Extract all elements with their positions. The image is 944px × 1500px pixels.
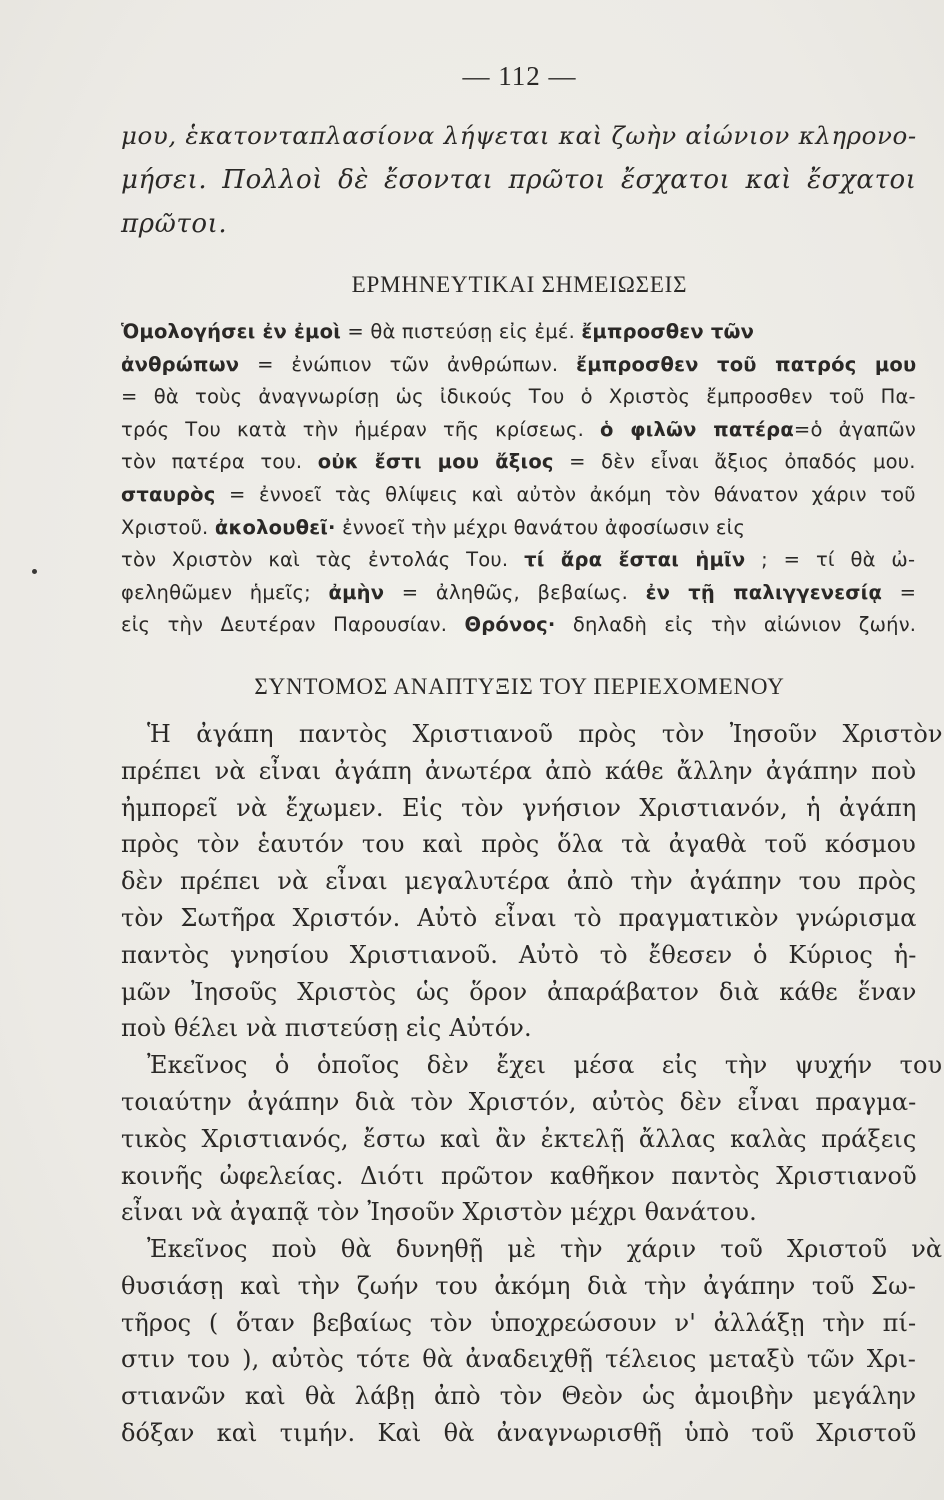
summary-line: ποὺ θέλει νὰ πιστεύσῃ εἰς Αὐτόν. [121, 1014, 532, 1043]
note-text: εἰς τὴν Δευτέραν Παρουσίαν. [121, 613, 465, 637]
note-term: ἀνθρώπων [121, 352, 240, 376]
summary-line: Ἐκεῖνος ποὺ θὰ δυνηθῇ μὲ τὴν χάριν τοῦ Χριστοῦ νὰ [147, 1235, 943, 1264]
summary-line: παντὸς γνησίου Χριστιανοῦ. Αὐτὸ τὸ ἔθεσεν ὁ Κύριος ἡ- [121, 940, 917, 969]
summary-line: τῆρος ( ὅταν βεβαίως τὸν ὑποχρεώσουν ν' ἀλλάξῃ τὴν πί- [121, 1308, 917, 1337]
note-text: = [882, 580, 917, 604]
note-term: ἔμπροσθεν τῶν [581, 320, 755, 343]
note-line [121, 577, 918, 610]
note-text: =ὁ ἀγαπῶν [793, 417, 916, 441]
note-line [121, 512, 918, 545]
summary-line: δὲν πρέπει νὰ εἶναι μεγαλυτέρα ἀπὸ τὴν ἀγάπην του πρὸς [121, 867, 917, 896]
note-line [121, 479, 918, 512]
summary-line: εἶναι νὰ ἀγαπᾷ τὸν Ἰησοῦν Χριστὸν μέχρι θανάτου. [121, 1198, 757, 1227]
note-line [121, 446, 918, 479]
note-term: οὐκ ἔστι μου ἄξιος [317, 450, 554, 474]
note-term: σταυρὸς [121, 482, 216, 506]
note-term: τί ἄρα ἔσται ἡμῖν [524, 548, 746, 572]
summary-line: τὸν Σωτῆρα Χριστόν. Αὐτὸ εἶναι τὸ πραγματικὸν γνώρισμα [121, 903, 917, 932]
summary-line: πρέπει νὰ εἶναι ἀγάπη ἀνωτέρα ἀπὸ κάθε ἄλλην ἀγάπην ποὺ [121, 756, 917, 785]
note-line [121, 544, 918, 577]
content-summary [121, 716, 943, 1452]
note-text: τὸν Χριστὸν καὶ τὰς ἐντολάς Του. [121, 548, 525, 572]
print-speck [32, 569, 37, 574]
note-term: ἔμπροσθεν τοῦ πατρός μου [576, 352, 917, 376]
note-text: = ἐνώπιον τῶν ἀνθρώπων. [239, 352, 577, 376]
explanatory-notes [121, 316, 918, 642]
note-line [121, 381, 918, 414]
note-text: = ἀληθῶς, βεβαίως. [384, 580, 646, 604]
summary-line: Ἡ ἀγάπη παντὸς Χριστιανοῦ πρὸς τὸν Ἰησοῦν Χριστὸν [147, 719, 943, 748]
note-text: ἐννοεῖ τὴν μέχρι θανάτου ἀφοσίωσιν εἰς [335, 515, 746, 539]
note-term: ὁ φιλῶν πατέρα [600, 417, 794, 441]
note-line [121, 414, 918, 447]
summary-line: τοιαύτην ἀγάπην διὰ τὸν Χριστόν, αὐτὸς δὲν εἶναι πραγμα- [121, 1087, 917, 1116]
opening-line: μου, ἑκατονταπλασίονα λήψεται καὶ ζωὴν αἰώνιον κληρονο- [121, 121, 917, 150]
summary-line: μῶν Ἰησοῦς Χριστὸς ὡς ὅρον ἀπαράβατον διὰ κάθε ἕναν [121, 977, 917, 1006]
page-number: — 112 — [462, 61, 577, 91]
summary-line: θυσιάσῃ καὶ τὴν ζωήν του ἀκόμη διὰ τὴν ἀγάπην τοῦ Σω- [121, 1271, 916, 1300]
summary-line: στιν του ), αὐτὸς τότε θὰ ἀναδειχθῇ τέλειος μεταξὺ τῶν Χρι- [121, 1345, 916, 1374]
summary-line: δόξαν καὶ τιμήν. Καὶ θὰ ἀναγνωρισθῇ ὑπὸ τοῦ Χριστοῦ [121, 1419, 917, 1448]
note-line [121, 349, 918, 382]
opening-paragraph [121, 114, 918, 246]
summary-line: στιανῶν καὶ θὰ λάβῃ ἀπὸ τὸν Θεὸν ὡς ἀμοιβὴν μεγάλην [121, 1382, 917, 1411]
note-term: ἀμὴν [328, 580, 385, 604]
note-text: = θὰ πιστεύσῃ εἰς ἐμέ. [341, 320, 582, 343]
summary-line: τικὸς Χριστιανός, ἔστω καὶ ἂν ἐκτελῇ ἄλλας καλὰς πράξεις [121, 1124, 917, 1153]
note-line [121, 316, 918, 349]
note-text: = δὲν εἶναι ἄξιος ὀπαδός μου. [553, 450, 916, 474]
note-text: = θὰ τοὺς ἀναγνωρίσῃ ὡς ἰδικούς Του ὁ Χριστὸς ἔμπροσθεν τοῦ Πα- [121, 385, 916, 409]
note-line [121, 609, 918, 642]
note-text: τρός Του κατὰ τὴν ἡμέραν τῆς κρίσεως. [121, 417, 601, 441]
summary-line: πρὸς τὸν ἑαυτόν του καὶ πρὸς ὅλα τὰ ἀγαθὰ τοῦ κόσμου [121, 830, 916, 859]
note-text: δηλαδὴ εἰς τὴν αἰώνιον ζωήν. [555, 613, 917, 637]
note-text: Χριστοῦ. [121, 515, 215, 539]
note-term: ἐν τῇ παλιγγενεσίᾳ [645, 580, 883, 604]
opening-line: μήσει. Πολλοὶ δὲ ἔσονται πρῶτοι ἔσχατοι καὶ ἔσχατοι [121, 165, 917, 195]
summary-line: ἠμπορεῖ νὰ ἔχωμεν. Εἰς τὸν γνήσιον Χριστιανόν, ἡ ἀγάπη [121, 793, 917, 822]
summary-line: κοινῆς ὠφελείας. Διότι πρῶτον καθῆκον παντὸς Χριστιανοῦ [121, 1161, 917, 1190]
notes-heading: ΕΡΜΗΝΕΥΤΙΚΑΙ ΣΗΜΕΙΩΣΕΙΣ [351, 272, 688, 297]
opening-line: πρῶτοι. [121, 209, 228, 239]
note-text: = ἐννοεῖ τὰς θλίψεις καὶ αὐτὸν ἀκόμη τὸν θάνατον χάριν τοῦ [215, 482, 916, 506]
note-text: ; = τί θὰ ὠ- [745, 548, 916, 572]
note-text: φεληθῶμεν ἡμεῖς; [121, 580, 329, 604]
note-term: ἀκολουθεῖ· [214, 515, 336, 539]
note-term: Ὁμολογήσει ἐν ἐμοὶ [121, 320, 341, 343]
note-term: Θρόνος· [464, 613, 556, 637]
note-text: τὸν πατέρα του. [121, 450, 318, 474]
summary-heading: ΣΥΝΤΟΜΟΣ ΑΝΑΠΤΥΞΙΣ ΤΟΥ ΠΕΡΙΕΧΟΜΕΝΟΥ [254, 673, 785, 699]
summary-line: Ἐκεῖνος ὁ ὁποῖος δὲν ἔχει μέσα εἰς τὴν ψυχήν του [147, 1051, 943, 1080]
